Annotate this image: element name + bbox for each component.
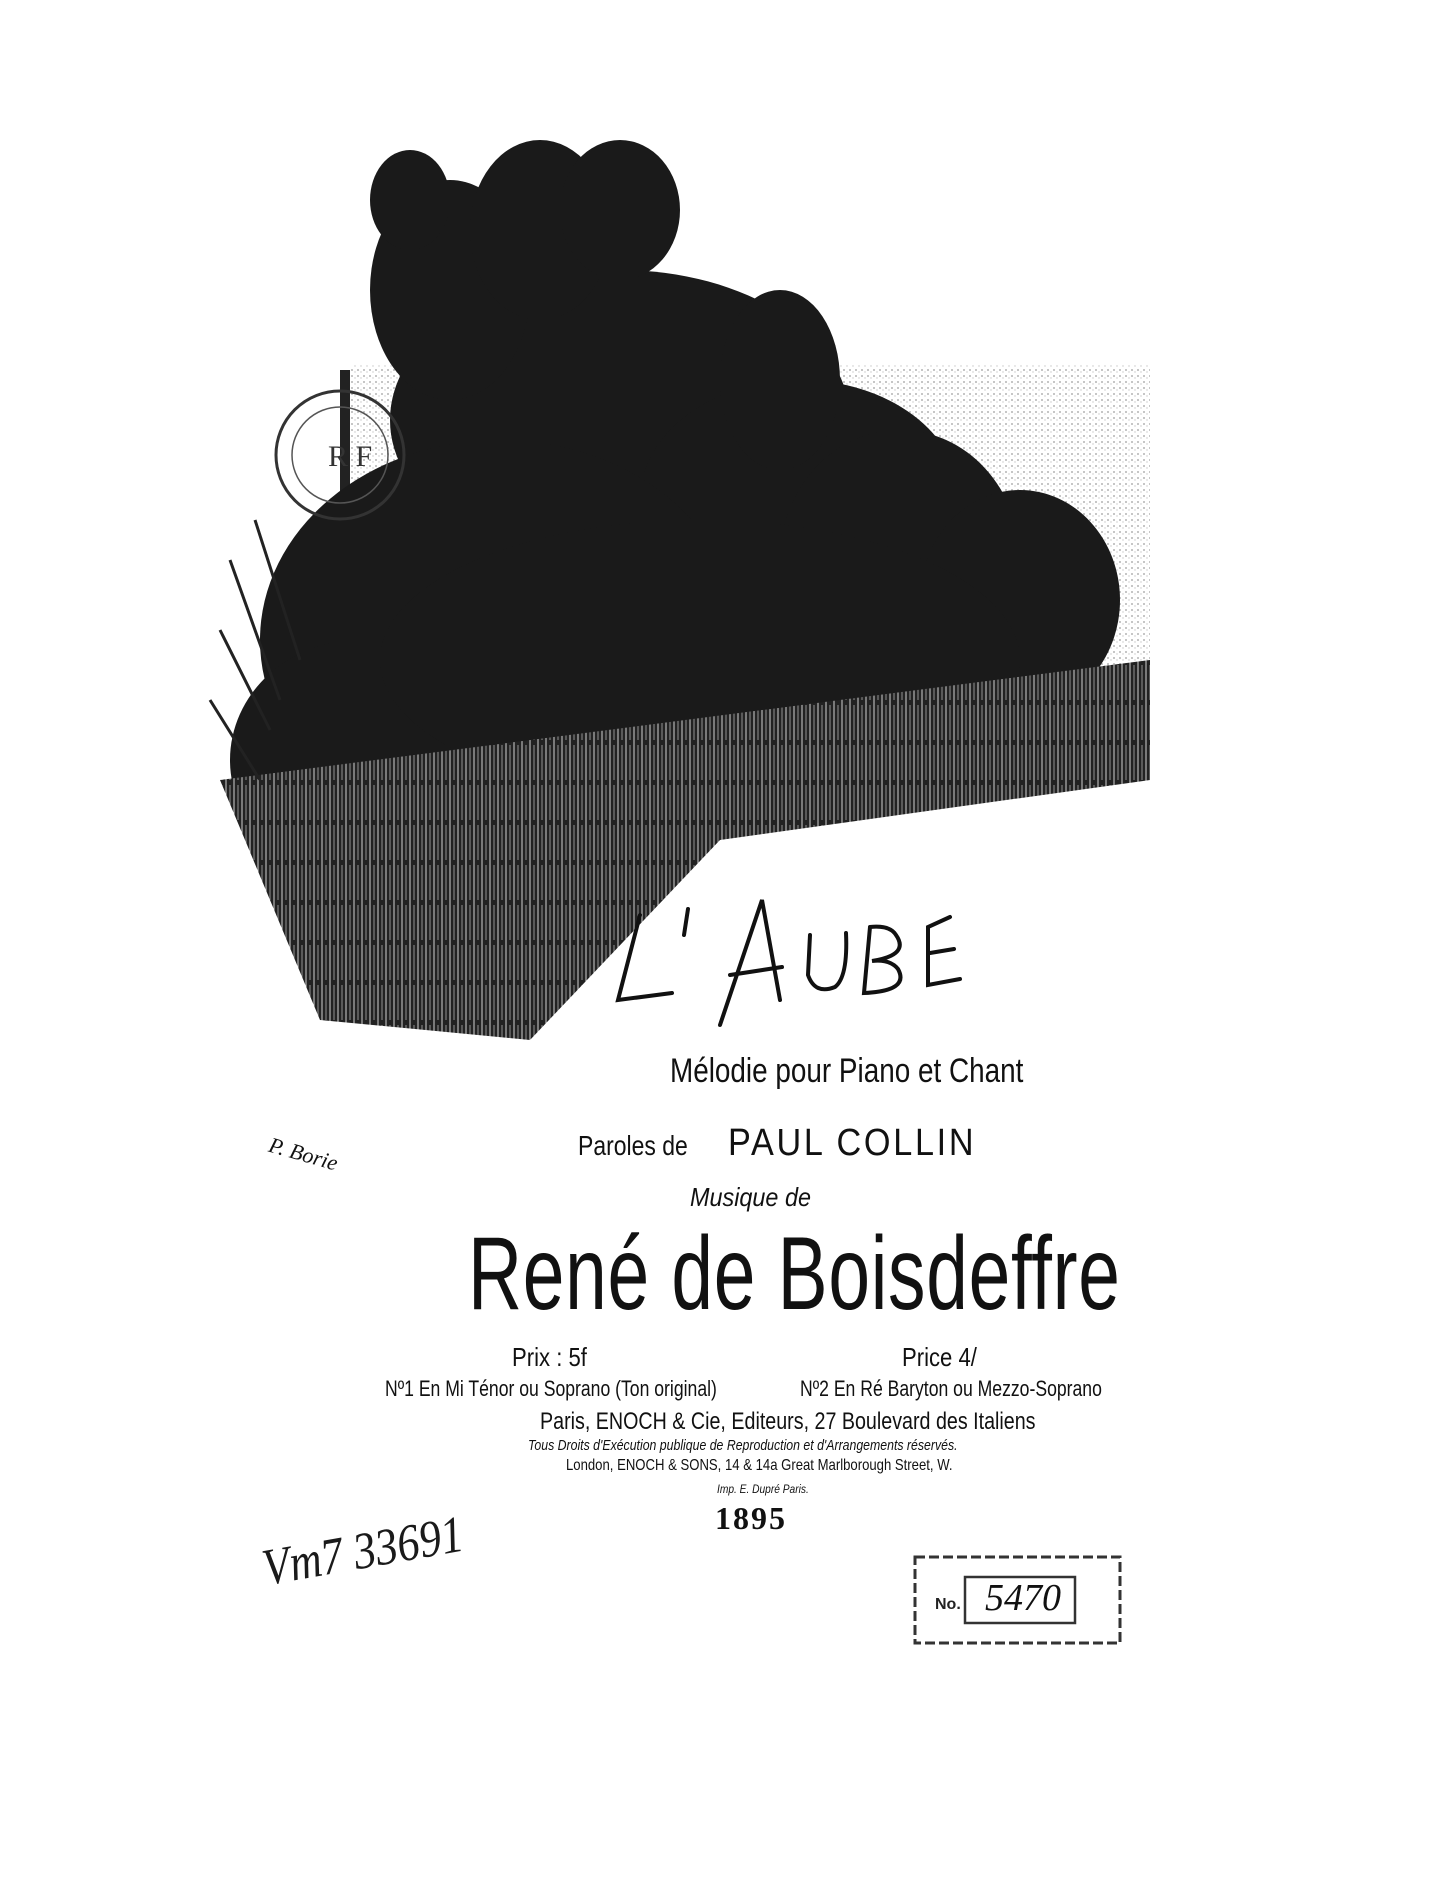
title-lettering xyxy=(610,895,1030,1035)
catalog-number: 5470 xyxy=(985,1577,1061,1619)
library-stamp xyxy=(270,380,410,530)
svg-text:R F: R F xyxy=(328,440,373,473)
title-text: L'AUBE xyxy=(610,895,614,896)
lyricist-label: Paroles de xyxy=(578,1130,688,1161)
catalog-prefix: No. xyxy=(935,1596,961,1613)
publisher-paris: Paris, ENOCH & Cie, Editeurs, 27 Boulevard des Italiens xyxy=(540,1408,1036,1435)
edition-two: Nº2 En Ré Baryton ou Mezzo-Soprano xyxy=(800,1376,1102,1401)
price-english: Price 4/ xyxy=(902,1342,977,1372)
publisher-london: London, ENOCH & SONS, 14 & 14a Great Marlborough Street, W. xyxy=(566,1457,953,1474)
printer-credit: Imp. E. Dupré Paris. xyxy=(717,1482,809,1496)
composer-label: Musique de xyxy=(690,1182,811,1212)
artist-signature: P. Borie xyxy=(266,1132,341,1176)
composer-name: René de Boisdeffre xyxy=(468,1216,1121,1332)
rights-notice: Tous Droits d'Exécution publique de Reproduction et d'Arrangements réservés. xyxy=(528,1437,958,1454)
subtitle: Mélodie pour Piano et Chant xyxy=(670,1052,1024,1090)
handwritten-shelfmark: Vm7 33691 xyxy=(258,1505,468,1598)
lyricist-name: PAUL COLLIN xyxy=(728,1122,977,1164)
publication-year: 1895 xyxy=(715,1500,787,1536)
edition-one: Nº1 En Mi Ténor ou Soprano (Ton original) xyxy=(385,1376,717,1401)
price-french: Prix : 5f xyxy=(512,1342,587,1372)
